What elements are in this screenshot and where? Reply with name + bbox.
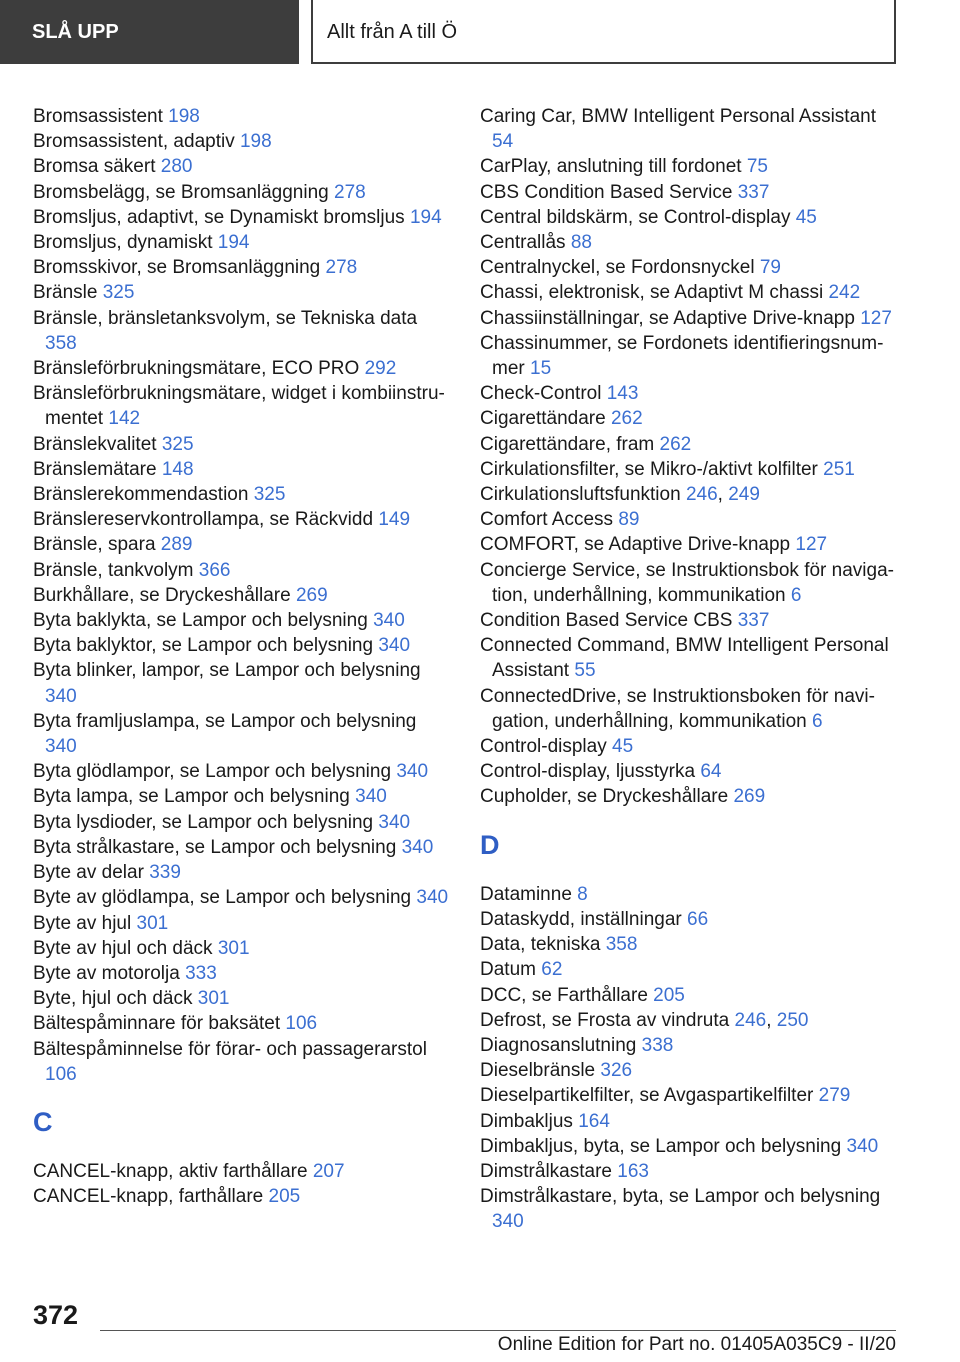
page-link[interactable]: 127	[795, 534, 828, 556]
index-entry-text: Dimbakljus, byta, se Lampor och belysning	[480, 1135, 842, 1157]
page-link[interactable]: 8	[577, 883, 588, 905]
index-entry-text: Chassi, elektronisk, se Adaptivt M chassi	[480, 282, 824, 304]
index-entry	[33, 633, 453, 658]
index-entry	[33, 860, 453, 885]
index-letter-d: D	[480, 829, 500, 860]
index-entry-text: Bränslerekommendastion	[33, 484, 249, 506]
index-entry	[480, 633, 900, 683]
index-entry-text: CANCEL-knapp, aktiv farthållare	[33, 1160, 308, 1182]
page-link[interactable]: 163	[617, 1160, 649, 1182]
index-entry	[33, 709, 453, 759]
index-entry	[480, 507, 900, 532]
index-entry	[33, 230, 453, 255]
page-link[interactable]: 149	[378, 509, 411, 531]
index-entry	[480, 907, 900, 932]
page-number: 372	[33, 1300, 79, 1330]
page-link[interactable]: 339	[149, 862, 181, 884]
index-entry	[33, 154, 453, 179]
index-entry-text: Byte av hjul och däck	[33, 937, 213, 959]
index-entry	[33, 104, 453, 129]
page-link[interactable]: 45	[795, 206, 817, 228]
page-link[interactable]: 340	[378, 635, 411, 657]
page-link[interactable]: 64	[700, 761, 722, 783]
page-link[interactable]: 340	[355, 786, 387, 808]
index-entry	[480, 1134, 900, 1159]
index-entry	[480, 532, 900, 557]
index-entry	[33, 961, 453, 986]
page-link[interactable]: 340	[45, 736, 77, 758]
page-link[interactable]: 246	[734, 1009, 767, 1031]
page-link[interactable]: 6	[790, 584, 802, 606]
index-entry-text: Byte av hjul	[33, 912, 132, 934]
page-link[interactable]: 326	[600, 1060, 633, 1082]
index-entry	[480, 331, 900, 381]
index-entry-text: CBS Condition Based Service	[480, 181, 733, 203]
page-link[interactable]: 280	[160, 156, 193, 178]
index-entry	[480, 1083, 900, 1108]
page-link[interactable]: 292	[364, 358, 397, 380]
page-link[interactable]: 262	[659, 433, 692, 455]
page-link[interactable]: 269	[733, 786, 766, 808]
index-entry-text: Bränsleförbrukningsmätare, widget i kombiinstrumentet	[33, 383, 445, 430]
index-entry-text: Diagnosanslutning	[480, 1034, 637, 1056]
page-link[interactable]: 54	[492, 131, 514, 153]
page-link[interactable]: 15	[530, 358, 552, 380]
index-entry	[480, 1058, 900, 1083]
page-link[interactable]: 366	[198, 559, 231, 581]
page-link[interactable]: 301	[197, 988, 230, 1010]
edition-note: Online Edition for Part no. 01405A035C9 - II/20	[497, 1334, 896, 1355]
index-entry-text: Dieselpartikelfilter, se Avgaspartikelfilter	[480, 1085, 814, 1107]
index-entry-text: COMFORT, se Adaptive Drive-knapp	[480, 534, 791, 556]
page-link[interactable]: 246	[685, 484, 718, 506]
index-entry	[480, 784, 900, 809]
page-link[interactable]: 340	[846, 1135, 879, 1157]
index-entry-text: Burkhållare, se Dryckeshållare	[33, 584, 291, 606]
page-link[interactable]: 79	[759, 257, 781, 279]
index-entry	[33, 1184, 453, 1209]
page-link[interactable]: 325	[102, 282, 135, 304]
index-entry-text: Chassiinställningar, se Adaptive Drive-knapp	[480, 307, 855, 329]
page-link[interactable]: 337	[737, 610, 770, 632]
index-entry-text: Byte av delar	[33, 862, 144, 884]
index-entry-text: Condition Based Service CBS	[480, 610, 733, 632]
index-entry	[480, 205, 900, 230]
index-entry	[33, 658, 453, 708]
index-entry	[33, 558, 453, 583]
page-link[interactable]: 301	[136, 912, 169, 934]
index-column-right	[480, 104, 900, 1235]
page-link[interactable]: 337	[737, 181, 770, 203]
index-entry-text: Datum	[480, 959, 536, 981]
index-entry-text: Cigarettändare	[480, 408, 606, 430]
index-entry	[33, 885, 453, 910]
index-entry-text: Byta glödlampor, se Lampor och belysning	[33, 761, 392, 783]
page-link[interactable]: 338	[641, 1034, 674, 1056]
index-entry-text: CarPlay, anslutning till fordonet	[480, 156, 742, 178]
index-entry-text: Bältespåminnelse för förar- och passagerarstol	[33, 1038, 427, 1060]
index-entry	[33, 129, 453, 154]
index-entry-text: Dimbakljus	[480, 1110, 573, 1132]
index-entry-text: Centrallås	[480, 232, 566, 254]
index-entry-text: Bränsleförbrukningsmätare, ECO PRO	[33, 358, 360, 380]
index-entry-text: Byte av glödlampa, se Lampor och belysning	[33, 887, 412, 909]
index-entry	[480, 306, 900, 331]
page-link[interactable]: 278	[325, 257, 358, 279]
page-link[interactable]: 164	[578, 1110, 610, 1132]
index-entry	[33, 457, 453, 482]
page-link[interactable]: 142	[108, 408, 141, 430]
page-link[interactable]: 75	[746, 156, 768, 178]
chapter-tab[interactable]	[311, 0, 896, 64]
index-entry-text: Bromsassistent, adaptiv	[33, 131, 235, 153]
index-entry	[480, 154, 900, 179]
index-entry-text: Dataminne	[480, 883, 572, 905]
index-entry-text: Control-display	[480, 736, 607, 758]
index-entry-text: Bromsskivor, se Bromsanläggning	[33, 257, 321, 279]
index-entry	[480, 1033, 900, 1058]
index-entry	[33, 1037, 453, 1087]
index-entry	[480, 230, 900, 255]
index-entry	[33, 205, 453, 230]
index-list-d	[480, 882, 900, 1235]
index-entry	[480, 608, 900, 633]
page-link[interactable]: 262	[610, 408, 643, 430]
index-entry	[33, 482, 453, 507]
index-entry	[33, 432, 453, 457]
page-header	[0, 0, 960, 66]
index-entry-text: Bromsbelägg, se Bromsanläggning	[33, 181, 329, 203]
index-entry-text: Dataskydd, inställningar	[480, 908, 682, 930]
index-entry-text: CANCEL-knapp, farthållare	[33, 1186, 264, 1208]
page-link[interactable]: 194	[217, 232, 250, 254]
index-entry: Cirkulationsluftsfunktion 246, 249	[480, 484, 760, 506]
index-entry-text: Defrost, se Frosta av vindruta	[480, 1009, 730, 1031]
index-entry	[480, 457, 900, 482]
page-link[interactable]: 198	[239, 131, 272, 153]
index-entry-text: Centralnyckel, se Fordonsnyckel	[480, 257, 755, 279]
index-entry-text: Byta framljuslampa, se Lampor och belysning	[33, 710, 417, 732]
index-entry-text: Byta lampa, se Lampor och belysning	[33, 786, 350, 808]
page-link[interactable]: 340	[492, 1211, 524, 1233]
index-entry-text: Cupholder, se Dryckeshållare	[480, 786, 729, 808]
index-entry	[33, 381, 453, 431]
index-entry-text: Check-Control	[480, 383, 602, 405]
index-entry	[480, 255, 900, 280]
page-link[interactable]: 340	[396, 761, 429, 783]
page-link[interactable]: 340	[373, 610, 405, 632]
page-link[interactable]: 148	[161, 458, 194, 480]
index-entry	[480, 104, 900, 154]
index-entry	[480, 1109, 900, 1134]
index-entry	[480, 957, 900, 982]
page-link[interactable]: 358	[45, 332, 77, 354]
page-link[interactable]: 289	[160, 534, 193, 556]
index-entry-text: Concierge Service, se Instruktionsbok för navigation, underhållning, kommunikation	[480, 559, 894, 606]
page-link[interactable]: 250	[776, 1009, 809, 1031]
page-link[interactable]: 242	[828, 282, 861, 304]
index-entry	[480, 684, 900, 734]
index-entry	[480, 1159, 900, 1184]
index-entry-text: Byte, hjul och däck	[33, 988, 193, 1010]
index-entry-text: Bromsljus, adaptivt, se Dynamiskt bromsljus	[33, 206, 405, 228]
page-link[interactable]: 249	[728, 484, 760, 506]
index-entry-text: Connected Command, BMW Intelligent Personal Assistant	[480, 635, 889, 682]
index-entry	[480, 1184, 900, 1234]
index-entry-text: Bältespåminnare för baksätet	[33, 1013, 281, 1035]
index-entry	[480, 558, 900, 608]
page-link[interactable]: 333	[185, 962, 217, 984]
index-entry	[480, 882, 900, 907]
index-entry	[33, 835, 453, 860]
page-link[interactable]: 278	[334, 181, 366, 203]
index-entry	[33, 306, 453, 356]
index-entry-text: Bränslereservkontrollampa, se Räckvidd	[33, 509, 374, 531]
index-entry-text: ConnectedDrive, se Instruktionsboken för navigation, underhållning, kommunikation	[480, 685, 875, 732]
index-entry-text: Bränslemätare	[33, 458, 157, 480]
index-entry	[33, 936, 453, 961]
index-entry	[33, 532, 453, 557]
index-entry	[33, 507, 453, 532]
index-entry-text: Cirkulationsfilter, se Mikro-/aktivt kolfilter	[480, 458, 818, 480]
page-link[interactable]: 194	[409, 206, 442, 228]
index-entry	[33, 280, 453, 305]
section-tab[interactable]	[0, 0, 299, 64]
footer-divider	[100, 1330, 896, 1331]
page-link[interactable]: 127	[860, 307, 892, 329]
index-entry	[33, 255, 453, 280]
index-entry-text: Dimstrålkastare	[480, 1160, 612, 1182]
index-entry	[33, 911, 453, 936]
page-link[interactable]: 62	[541, 959, 563, 981]
index-entry-text: Bränsle	[33, 282, 98, 304]
index-list-c	[33, 1159, 453, 1209]
index-list-b	[33, 104, 453, 1087]
page-link[interactable]: 279	[818, 1085, 851, 1107]
page-link[interactable]: 55	[574, 660, 596, 682]
page-link[interactable]: 340	[45, 685, 77, 707]
index-entry-text: Byta strålkastare, se Lampor och belysning	[33, 836, 397, 858]
page-link[interactable]: 88	[570, 232, 592, 254]
page-link[interactable]: 89	[618, 509, 640, 531]
index-entry	[480, 932, 900, 957]
index-entry-text: Byta baklykta, se Lampor och belysning	[33, 610, 368, 632]
index-entry	[480, 280, 900, 305]
page-link[interactable]: 205	[268, 1186, 301, 1208]
page-link[interactable]: 269	[295, 584, 328, 606]
page-link[interactable]: 198	[168, 106, 200, 127]
index-column-left	[33, 104, 453, 1209]
index-entry-text: Dieselbränsle	[480, 1060, 596, 1082]
index-entry-text: Byte av motorolja	[33, 962, 180, 984]
page-link[interactable]: 106	[285, 1013, 318, 1035]
page-link[interactable]: 205	[653, 984, 685, 1006]
index-entry	[480, 983, 900, 1008]
page-link[interactable]: 358	[605, 934, 638, 956]
page-link[interactable]: 325	[161, 433, 194, 455]
page-link[interactable]: 251	[823, 458, 855, 480]
index-entry	[480, 734, 900, 759]
index-entry	[33, 1159, 453, 1184]
index-entry-text: Data, tekniska	[480, 934, 601, 956]
page-link[interactable]: 143	[606, 383, 639, 405]
index-entry-text: Caring Car, BMW Intelligent Personal Assistant	[480, 106, 877, 127]
page-link[interactable]: 6	[812, 710, 823, 732]
index-entry	[33, 986, 453, 1011]
page-link[interactable]: 340	[401, 836, 434, 858]
index-entry	[33, 784, 453, 809]
index-entry-text: Bromsassistent	[33, 106, 163, 127]
index-entry-text: Bromsa säkert	[33, 156, 156, 178]
index-entry-text: Comfort Access	[480, 509, 614, 531]
page-link[interactable]: 45	[612, 736, 634, 758]
index-entry	[33, 759, 453, 784]
index-entry-text: DCC, se Farthållare	[480, 984, 648, 1006]
index-entry-text: Bränsle, spara	[33, 534, 156, 556]
index-entry-text: Cirkulationsluftsfunktion	[480, 484, 681, 506]
index-entry	[33, 810, 453, 835]
page-link[interactable]: 340	[416, 887, 449, 909]
index-entry-text: Cigarettändare, fram	[480, 433, 655, 455]
page-link[interactable]: 207	[312, 1160, 345, 1182]
index-entry-text: Byta lysdioder, se Lampor och belysning	[33, 811, 374, 833]
index-entry-text: Byta baklyktor, se Lampor och belysning	[33, 635, 374, 657]
index-entry	[480, 381, 900, 406]
index-entry-text: Dimstrålkastare, byta, se Lampor och belysning	[480, 1186, 881, 1208]
index-entry	[33, 608, 453, 633]
index-entry-text: Bromsljus, dynamiskt	[33, 232, 213, 254]
index-entry	[480, 432, 900, 457]
index-entry	[480, 180, 900, 205]
index-entry	[33, 180, 453, 205]
index-entry: Defrost, se Frosta av vindruta 246, 250	[480, 1009, 809, 1031]
page-link[interactable]: 301	[217, 937, 250, 959]
page-link[interactable]: 340	[378, 811, 411, 833]
section-label: SLÅ UPP	[32, 21, 119, 43]
index-entry	[33, 1011, 453, 1036]
index-entry	[480, 406, 900, 431]
page-link[interactable]: 325	[253, 484, 286, 506]
index-entry-text: Bränsle, tankvolym	[33, 559, 194, 581]
chapter-title: Allt från A till Ö	[327, 21, 458, 43]
index-entry-text: Control-display, ljusstyrka	[480, 761, 696, 783]
page-link[interactable]: 66	[687, 908, 709, 930]
index-letter-c: C	[33, 1106, 53, 1137]
index-entry	[33, 356, 453, 381]
index-entry-text: Byta blinker, lampor, se Lampor och belysning	[33, 660, 421, 682]
page-link[interactable]: 106	[45, 1063, 77, 1085]
index-entry-text: Chassinummer, se Fordonets identifieringsnummer	[480, 332, 884, 380]
index-entry	[480, 759, 900, 784]
index-entry-text: Bränslekvalitet	[33, 433, 157, 455]
index-entry-text: Central bildskärm, se Control-display	[480, 206, 791, 228]
index-entry-text: Bränsle, bränsletanksvolym, se Tekniska data	[33, 307, 418, 329]
index-list-c-continued	[480, 104, 900, 810]
index-entry	[33, 583, 453, 608]
